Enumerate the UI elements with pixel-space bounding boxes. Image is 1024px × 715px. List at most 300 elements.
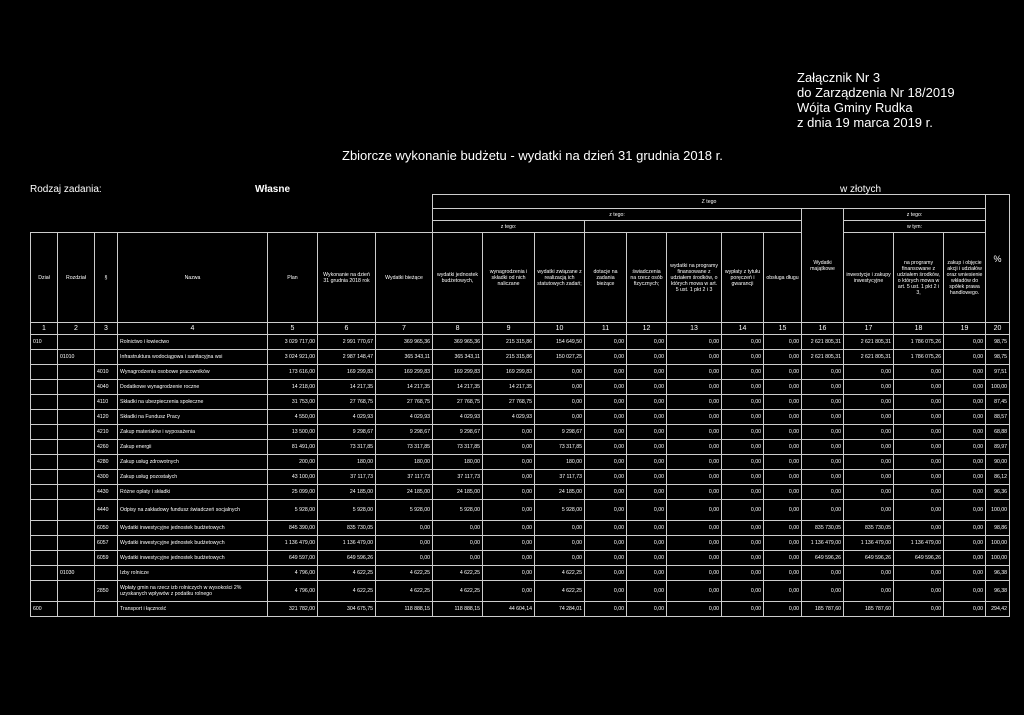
cell-value: 97,51 [986,365,1010,380]
expenditure-table [30,194,1010,617]
cell-value: 0,00 [722,551,764,566]
cell-nazwa: Izby rolnicze [118,566,268,581]
cell-value: 98,86 [986,521,1010,536]
cell-value: 0,00 [585,521,627,536]
cell-value: 0,00 [844,440,894,455]
cell-value: 0,00 [764,521,802,536]
cell-value: 1 136 479,00 [844,536,894,551]
cell-value: 0,00 [764,410,802,425]
cell-value: 0,00 [894,365,944,380]
cell-value: 27 768,75 [318,395,376,410]
cell-value: 0,00 [944,425,986,440]
cell-value: 0,00 [844,500,894,521]
cell-rozdzial [58,551,95,566]
cell-paragraf [95,335,118,350]
cell-value: 150 027,25 [535,350,585,365]
col-poreczenia: wypłaty z tytułu poręczeń i gwarancji [722,233,764,323]
cell-value: 185 787,60 [802,602,844,617]
cell-value: 0,00 [802,455,844,470]
cell-value: 0,00 [944,380,986,395]
cell-value: 0,00 [627,485,667,500]
column-number: 7 [376,323,433,335]
col-wydatki-majatkowe: Wydatki majątkowe [802,209,844,323]
cell-value: 4 622,25 [318,581,376,602]
col-inwestycje: inwestycje i zakupy inwestycyjne [844,233,894,323]
cell-value: 1 136 479,00 [894,536,944,551]
cell-value: 90,00 [986,455,1010,470]
cell-value: 25 099,00 [268,485,318,500]
col-akcje-udzialy: zakup i objęcie akcji i udziałów oraz wniesienie wkładów do spółek prawa handlowego. [944,233,986,323]
cell-value: 100,00 [986,380,1010,395]
cell-value: 0,00 [585,425,627,440]
cell-value: 0,00 [667,485,722,500]
col-paragraf: § [95,233,118,323]
cell-dzial [31,395,58,410]
cell-value: 0,00 [627,500,667,521]
cell-value: 180,00 [433,455,483,470]
cell-dzial [31,455,58,470]
cell-paragraf: 6057 [95,536,118,551]
cell-value: 0,00 [483,485,535,500]
cell-value: 0,00 [667,581,722,602]
cell-value: 0,00 [483,536,535,551]
cell-value: 835 730,05 [318,521,376,536]
column-number: 10 [535,323,585,335]
cell-value: 14 217,35 [318,380,376,395]
cell-value: 0,00 [722,455,764,470]
cell-value: 0,00 [722,380,764,395]
cell-value: 0,00 [667,470,722,485]
cell-value: 294,42 [986,602,1010,617]
cell-value: 0,00 [894,581,944,602]
cell-value: 0,00 [535,395,585,410]
column-number: 8 [433,323,483,335]
cell-value: 649 596,26 [844,551,894,566]
cell-value: 1 136 479,00 [268,536,318,551]
cell-value: 9 298,67 [535,425,585,440]
column-number: 14 [722,323,764,335]
cell-value: 4 029,93 [376,410,433,425]
cell-value: 0,00 [722,395,764,410]
cell-value: 0,00 [667,380,722,395]
cell-value: 4 029,93 [483,410,535,425]
cell-value: 0,00 [894,602,944,617]
cell-value: 0,00 [844,566,894,581]
cell-dzial [31,566,58,581]
cell-value: 0,00 [376,551,433,566]
cell-value: 0,00 [627,536,667,551]
cell-value: 0,00 [844,581,894,602]
cell-value: 0,00 [802,581,844,602]
cell-value: 37 117,73 [535,470,585,485]
cell-rozdzial [58,365,95,380]
col-nazwa: Nazwa [118,233,268,323]
cell-value: 5 928,00 [318,500,376,521]
column-number: 17 [844,323,894,335]
cell-nazwa: Rolnictwo i łowiectwo [118,335,268,350]
cell-value: 0,00 [585,365,627,380]
cell-value: 0,00 [627,335,667,350]
table-row [31,470,1010,485]
cell-value: 0,00 [944,365,986,380]
cell-value: 24 185,00 [318,485,376,500]
table-row [31,455,1010,470]
col-rozdzial: Rozdział [58,233,95,323]
cell-rozdzial: 01030 [58,566,95,581]
cell-value: 649 596,26 [894,551,944,566]
cell-dzial [31,410,58,425]
authority: Wójta Gminy Rudka [797,100,913,115]
cell-paragraf: 4280 [95,455,118,470]
cell-dzial [31,521,58,536]
column-number: 19 [944,323,986,335]
cell-paragraf: 4040 [95,380,118,395]
cell-value: 0,00 [722,350,764,365]
cell-value: 369 965,36 [376,335,433,350]
column-number: 16 [802,323,844,335]
cell-rozdzial: 01010 [58,350,95,365]
cell-value: 0,00 [535,551,585,566]
cell-value: 14 217,35 [433,380,483,395]
cell-value: 0,00 [722,440,764,455]
cell-value: 0,00 [627,395,667,410]
cell-value: 169 299,83 [318,365,376,380]
cell-dzial [31,440,58,455]
cell-value: 68,88 [986,425,1010,440]
cell-value: 0,00 [944,350,986,365]
cell-dzial [31,425,58,440]
cell-value: 0,00 [764,566,802,581]
column-number: 15 [764,323,802,335]
column-number: 12 [627,323,667,335]
cell-value: 0,00 [802,425,844,440]
cell-value: 0,00 [585,380,627,395]
cell-value: 37 117,73 [433,470,483,485]
col-swiadczenia: świadczenia na rzecz osób fizycznych; [627,233,667,323]
cell-nazwa: Zakup energii [118,440,268,455]
cell-value: 0,00 [722,485,764,500]
cell-value: 0,00 [802,395,844,410]
cell-value: 0,00 [722,410,764,425]
cell-value: 200,00 [268,455,318,470]
cell-rozdzial [58,425,95,440]
cell-paragraf: 4210 [95,425,118,440]
cell-value: 0,00 [585,395,627,410]
col-programy: wydatki na programy finansowane z udziałem środków, o których mowa w art. 5 ust. 1 pkt 2 i 3 [667,233,722,323]
cell-value: 0,00 [764,380,802,395]
cell-nazwa: Transport i łączność [118,602,268,617]
group-w-tym: w tym: [844,221,986,233]
cell-value: 3 024 921,00 [268,350,318,365]
col-obsluga-dlugu: obsługa długu [764,233,802,323]
cell-value: 0,00 [944,335,986,350]
cell-value: 37 117,73 [318,470,376,485]
cell-value: 0,00 [483,425,535,440]
cell-value: 0,00 [844,380,894,395]
cell-value: 0,00 [944,500,986,521]
cell-value: 0,00 [802,410,844,425]
cell-value: 649 597,00 [268,551,318,566]
cell-value: 0,00 [894,566,944,581]
cell-value: 4 029,93 [318,410,376,425]
cell-value: 0,00 [627,365,667,380]
cell-value: 0,00 [667,410,722,425]
cell-value: 81 491,00 [268,440,318,455]
col-wykonanie: Wykonanie na dzień 31 grudnia 2018 rok [318,233,376,323]
table-row [31,551,1010,566]
column-number: 18 [894,323,944,335]
cell-value: 0,00 [764,335,802,350]
cell-value: 74 284,01 [535,602,585,617]
cell-value: 2 621 805,31 [844,350,894,365]
cell-value: 0,00 [894,410,944,425]
cell-value: 0,00 [585,500,627,521]
cell-value: 0,00 [483,440,535,455]
expenditure-table-wrap [30,194,1008,617]
cell-value: 0,00 [667,500,722,521]
cell-value: 0,00 [585,455,627,470]
column-number: 11 [585,323,627,335]
cell-rozdzial [58,500,95,521]
task-type-label: Rodzaj zadania: [30,184,102,195]
cell-value: 169 299,83 [483,365,535,380]
cell-value: 31 753,00 [268,395,318,410]
cell-value: 835 730,05 [802,521,844,536]
cell-paragraf: 6050 [95,521,118,536]
cell-value: 88,57 [986,410,1010,425]
cell-value: 0,00 [844,365,894,380]
cell-value: 0,00 [722,335,764,350]
cell-value: 0,00 [627,566,667,581]
cell-value: 5 928,00 [433,500,483,521]
table-row [31,410,1010,425]
column-number: 5 [268,323,318,335]
cell-value: 0,00 [585,470,627,485]
cell-nazwa: Wydatki inwestycyjne jednostek budżetowych [118,521,268,536]
cell-nazwa: Wpłaty gmin na rzecz izb rolniczych w wysokości 2% uzyskanych wpływów z podatku rolnego [118,581,268,602]
cell-value: 13 500,00 [268,425,318,440]
cell-value: 0,00 [944,536,986,551]
cell-value: 118 888,15 [433,602,483,617]
cell-value: 86,12 [986,470,1010,485]
cell-paragraf: 4010 [95,365,118,380]
cell-value: 0,00 [667,602,722,617]
column-number: 3 [95,323,118,335]
cell-value: 365 343,11 [376,350,433,365]
cell-value: 0,00 [667,521,722,536]
cell-paragraf: 4430 [95,485,118,500]
cell-paragraf [95,602,118,617]
cell-value: 0,00 [802,470,844,485]
cell-value: 0,00 [667,395,722,410]
cell-value: 1 136 479,00 [318,536,376,551]
cell-value: 0,00 [433,521,483,536]
cell-value: 0,00 [722,536,764,551]
cell-value: 0,00 [894,380,944,395]
cell-value: 0,00 [483,455,535,470]
cell-value: 0,00 [844,455,894,470]
table-row [31,536,1010,551]
cell-value: 0,00 [483,521,535,536]
cell-value: 14 217,35 [376,380,433,395]
cell-value: 118 888,15 [376,602,433,617]
cell-value: 0,00 [764,365,802,380]
cell-nazwa: Składki na Fundusz Pracy [118,410,268,425]
cell-value: 0,00 [944,566,986,581]
cell-value: 0,00 [627,350,667,365]
cell-value: 4 622,25 [433,581,483,602]
table-row [31,395,1010,410]
cell-value: 0,00 [894,521,944,536]
cell-value: 0,00 [535,536,585,551]
cell-value: 169 299,83 [433,365,483,380]
ordinance-number: do Zarządzenia Nr 18/2019 [797,85,955,100]
cell-value: 96,38 [986,566,1010,581]
ordinance-date: z dnia 19 marca 2019 r. [797,115,933,130]
cell-value: 180,00 [318,455,376,470]
cell-value: 0,00 [627,470,667,485]
cell-paragraf: 6059 [95,551,118,566]
cell-value: 0,00 [764,395,802,410]
cell-rozdzial [58,536,95,551]
cell-value: 73 317,85 [535,440,585,455]
cell-value: 37 117,73 [376,470,433,485]
cell-nazwa: Zakup usług pozostałych [118,470,268,485]
cell-value: 2 987 148,47 [318,350,376,365]
cell-value: 24 185,00 [376,485,433,500]
cell-value: 0,00 [764,440,802,455]
cell-value: 185 787,60 [844,602,894,617]
cell-dzial [31,500,58,521]
cell-rozdzial [58,602,95,617]
cell-value: 44 604,14 [483,602,535,617]
cell-value: 2 621 805,31 [802,335,844,350]
cell-value: 0,00 [535,521,585,536]
col-dzial: Dział [31,233,58,323]
cell-value: 0,00 [802,440,844,455]
cell-paragraf: 4440 [95,500,118,521]
cell-value: 0,00 [802,365,844,380]
cell-dzial [31,581,58,602]
table-row [31,380,1010,395]
table-body [31,323,1010,617]
cell-value: 0,00 [722,470,764,485]
column-number: 1 [31,323,58,335]
cell-value: 0,00 [764,485,802,500]
cell-value: 0,00 [764,425,802,440]
cell-rozdzial [58,521,95,536]
cell-value: 0,00 [764,500,802,521]
cell-value: 0,00 [722,365,764,380]
cell-value: 87,45 [986,395,1010,410]
cell-dzial [31,485,58,500]
cell-value: 100,00 [986,500,1010,521]
cell-value: 24 185,00 [433,485,483,500]
cell-rozdzial [58,470,95,485]
cell-value: 0,00 [667,566,722,581]
cell-value: 9 298,67 [318,425,376,440]
cell-rozdzial [58,410,95,425]
cell-value: 321 782,00 [268,602,318,617]
cell-dzial [31,365,58,380]
cell-value: 0,00 [764,536,802,551]
col-dotacje: dotacje na zadania bieżące [585,233,627,323]
cell-value: 0,00 [627,551,667,566]
cell-value: 0,00 [764,455,802,470]
attachment-number: Załącznik Nr 3 [797,70,881,85]
col-zadania-statutowe: wydatki związane z realizacją ich statutowych zadań; [535,233,585,323]
cell-value: 27 768,75 [483,395,535,410]
cell-value: 0,00 [944,581,986,602]
cell-value: 0,00 [764,602,802,617]
page-title: Zbiorcze wykonanie budżetu - wydatki na dzień 31 grudnia 2018 r. [342,148,723,163]
cell-paragraf [95,350,118,365]
col-wydatki-jednostek: wydatki jednostek budżetowych, [433,233,483,323]
cell-value: 5 928,00 [535,500,585,521]
table-row [31,350,1010,365]
cell-dzial: 600 [31,602,58,617]
cell-value: 0,00 [627,455,667,470]
cell-value: 9 298,67 [433,425,483,440]
cell-value: 2 621 805,31 [844,335,894,350]
cell-value: 0,00 [764,551,802,566]
column-number: 9 [483,323,535,335]
cell-value: 0,00 [944,521,986,536]
cell-dzial [31,380,58,395]
cell-value: 0,00 [802,485,844,500]
cell-dzial [31,536,58,551]
cell-value: 0,00 [844,395,894,410]
cell-value: 0,00 [894,470,944,485]
cell-value: 0,00 [944,485,986,500]
cell-nazwa: Wydatki inwestycyjne jednostek budżetowych [118,551,268,566]
cell-value: 14 218,00 [268,380,318,395]
cell-value: 0,00 [585,536,627,551]
cell-rozdzial [58,485,95,500]
cell-value: 369 965,36 [433,335,483,350]
table-row [31,440,1010,455]
cell-value: 0,00 [585,350,627,365]
cell-value: 0,00 [667,425,722,440]
cell-value: 0,00 [944,440,986,455]
cell-value: 0,00 [627,602,667,617]
cell-value: 0,00 [802,380,844,395]
cell-value: 0,00 [667,335,722,350]
cell-value: 365 343,11 [433,350,483,365]
cell-value: 5 928,00 [268,500,318,521]
cell-value: 0,00 [483,581,535,602]
table-row [31,485,1010,500]
cell-value: 14 217,35 [483,380,535,395]
cell-value: 4 029,93 [433,410,483,425]
cell-value: 0,00 [722,566,764,581]
cell-value: 0,00 [585,410,627,425]
cell-nazwa: Zakup usług zdrowotnych [118,455,268,470]
cell-value: 27 768,75 [433,395,483,410]
cell-value: 0,00 [722,581,764,602]
cell-value: 0,00 [483,470,535,485]
cell-value: 0,00 [844,425,894,440]
cell-paragraf [95,566,118,581]
cell-rozdzial [58,440,95,455]
cell-value: 649 596,26 [802,551,844,566]
cell-value: 0,00 [764,470,802,485]
cell-value: 180,00 [376,455,433,470]
cell-value: 98,75 [986,335,1010,350]
cell-value: 100,00 [986,536,1010,551]
cell-value: 304 675,75 [318,602,376,617]
cell-value: 0,00 [894,440,944,455]
